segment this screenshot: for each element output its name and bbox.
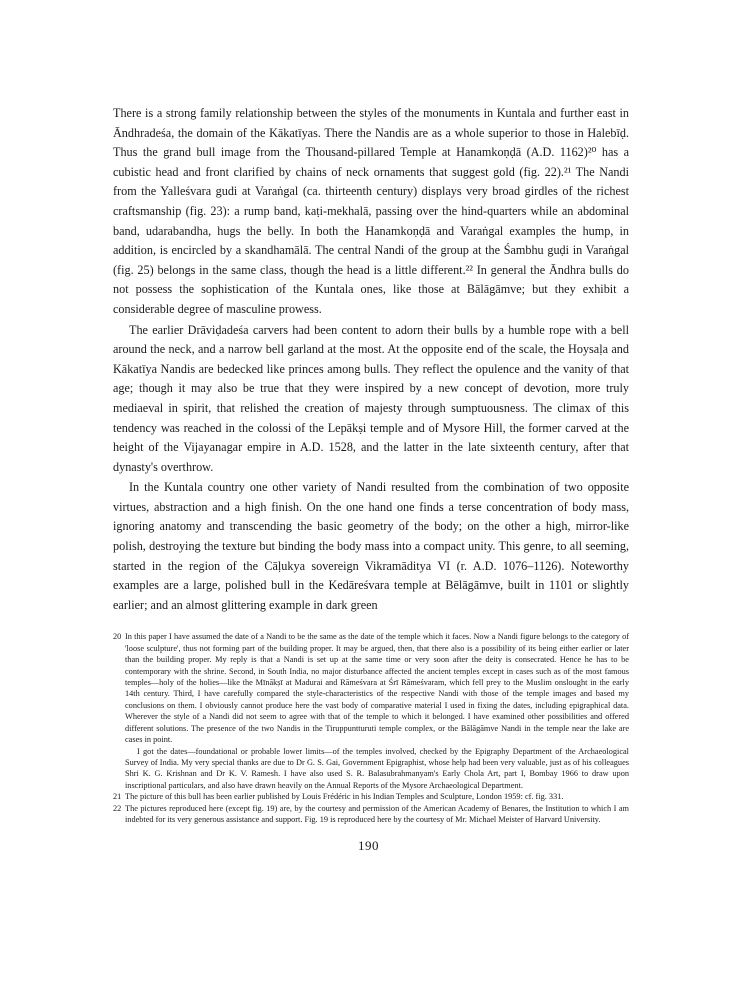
footnotes [113, 631, 629, 825]
body-paragraph: The earlier Drāviḍadeśa carvers had been content to adorn their bulls by a humble rope with a bell around the neck, and a narrow bell garland at the most. At the opposite end of the scale, the Hoysaḷa and Kākatīya Nandis are bedecked like princes among bulls. They reflect the opulence and the vanity of that age; though it may also be true that they were inspired by a new concept of devotion, more truly mediaeval in spirit, that relished the creation of majesty through sumptuousness. The climax of this tendency was reached in the colossi of the Lepākṣi temple and of Mysore Hill, the former carved at the height of the Vijayanagar empire in A.D. 1528, and the latter in the late sixteenth century, after that dynasty's overthrow. [113, 322, 629, 474]
footnote-21 [113, 791, 629, 802]
footnote-20 [113, 631, 629, 745]
footnote-number: 21 [113, 792, 122, 802]
footnote-text: The picture of this bull has been earlier published by Louis Frédéric in his Indian Temples and Sculpture, London 1959: cf. fig. 331. [125, 792, 564, 802]
footnote-number: 20 [113, 632, 122, 642]
page-body [113, 104, 629, 825]
footnote-20-continuation: I got the dates—foundational or probable lower limits—of the temples involved, checked by the Epigraphy Department of the Archaeological Survey of India. My very special thanks are due to Dr G. S. Gai, Government Epigraphist, whose help had been very valuable, just as of his colleagues Shri K. G. Krishnan and Dr K. V. Ramesh. I have also used S. R. Balasubrahmanyam's Early Chola Art, part I, Bombay 1966 to draw upon inscriptional particulars, and also have drawn heavily on the Annual Reports of the Mysore Archaeological Department. [125, 746, 629, 790]
footnote-22 [113, 803, 629, 826]
footnote-text: In this paper I have assumed the date of a Nandi to be the same as the date of the temple which it faces. Now a Nandi figure belongs to the category of 'loose sculpture', thus not forming part of the building proper. It may be argued, then, that there also is a possibility of its being either earlier or later than the building proper. My reply is that a Nandi is set up at the same time or very soon after the deity is consecrated. Hence he has to be contemporary with the shrine. Second, in South India, no major disturbance affected the ancient temples except in cases such as of the most famous temples—holy of the holies—like the Mīnākṣī at Madurai and Rāmeśvara at Śrī Rāmeśvaram, which fell prey to the Muslim onslought in the early 14th century. Third, I have carefully compared the style-characteristics of the respective Nandi with those of the temple images and based my conclusions on them. I obviously cannot produce here the vast body of comparative material I used in fixing the dates, including epigraphical data. Wherever the style of a Nandi did not seem to agree with that of the temple to which it belonged. I have examined other possibilities and offered different solutions. The presence of the two Nandis in the Tiruppuntturuti temple complex, or the Bālāgāmve Nandi in the temple near the lake are cases in point. [125, 632, 629, 745]
body-paragraph: There is a strong family relationship between the styles of the monuments in Kuntala and further east in Āndhradeśa, the domain of the Kākatīyas. There the Nandis are as a whole superior to those in Halebīḍ. Thus the grand bull image from the Thousand-pillared Temple at Hanamkoṇḍā (A.D. 1162)²⁰ has a cubistic head and front clarified by chains of neck ornaments that suggest gold (fig. 22).²¹ The Nandi from the Yalleśvara gudi at Varaṅgal (ca. thirteenth century) displays very broad girdles of the richest craftsmanship (fig. 23): a rump band, kaṭi-mekhalā, passing over the hind-quarters while an abdominal band, udarabandha, hugs the belly. In both the Hanamkoṇḍā and Varaṅgal examples the hump, in addition, is encircled by a skandhamālā. The central Nandi of the group at the Śambhu guḍi in Varaṅgal (fig. 25) belongs in the same class, though the head is a little different.²² In general the Āndhra bulls do not possess the sophistication of the Kuntala ones, like those at Bālāgāmve; but they exhibit a considerable degree of masculine prowess. [113, 106, 629, 316]
footnote-text: The pictures reproduced here (except fig. 19) are, by the courtesy and permission of the American Academy of Benares, the Institution to which I am indebted for its very generous assistance and support. Fig. 19 is reproduced here by the courtesy of Mr. Michael Meister of Harvard University. [125, 803, 629, 824]
body-paragraph: In the Kuntala country one other variety of Nandi resulted from the combination of two opposite virtues, abstraction and a high finish. On the one hand one finds a terse concentration of body mass, ignoring anatomy and transcending the basic geometry of the body; on the other a high, mirror-like polish, destroying the texture but binding the body mass into a compact unity. This genre, to all seeming, started in the region of the Cāḷukya sovereign Vikramāditya VI (r. A.D. 1076–1126). Noteworthy examples are a large, polished bull in the Kedāreśvara temple at Bēlāgāmve, built in 1101 or slightly earlier; and an almost glittering example in dark green [113, 480, 629, 612]
footnote-number: 22 [113, 803, 122, 813]
page-number: 190 [358, 838, 379, 853]
